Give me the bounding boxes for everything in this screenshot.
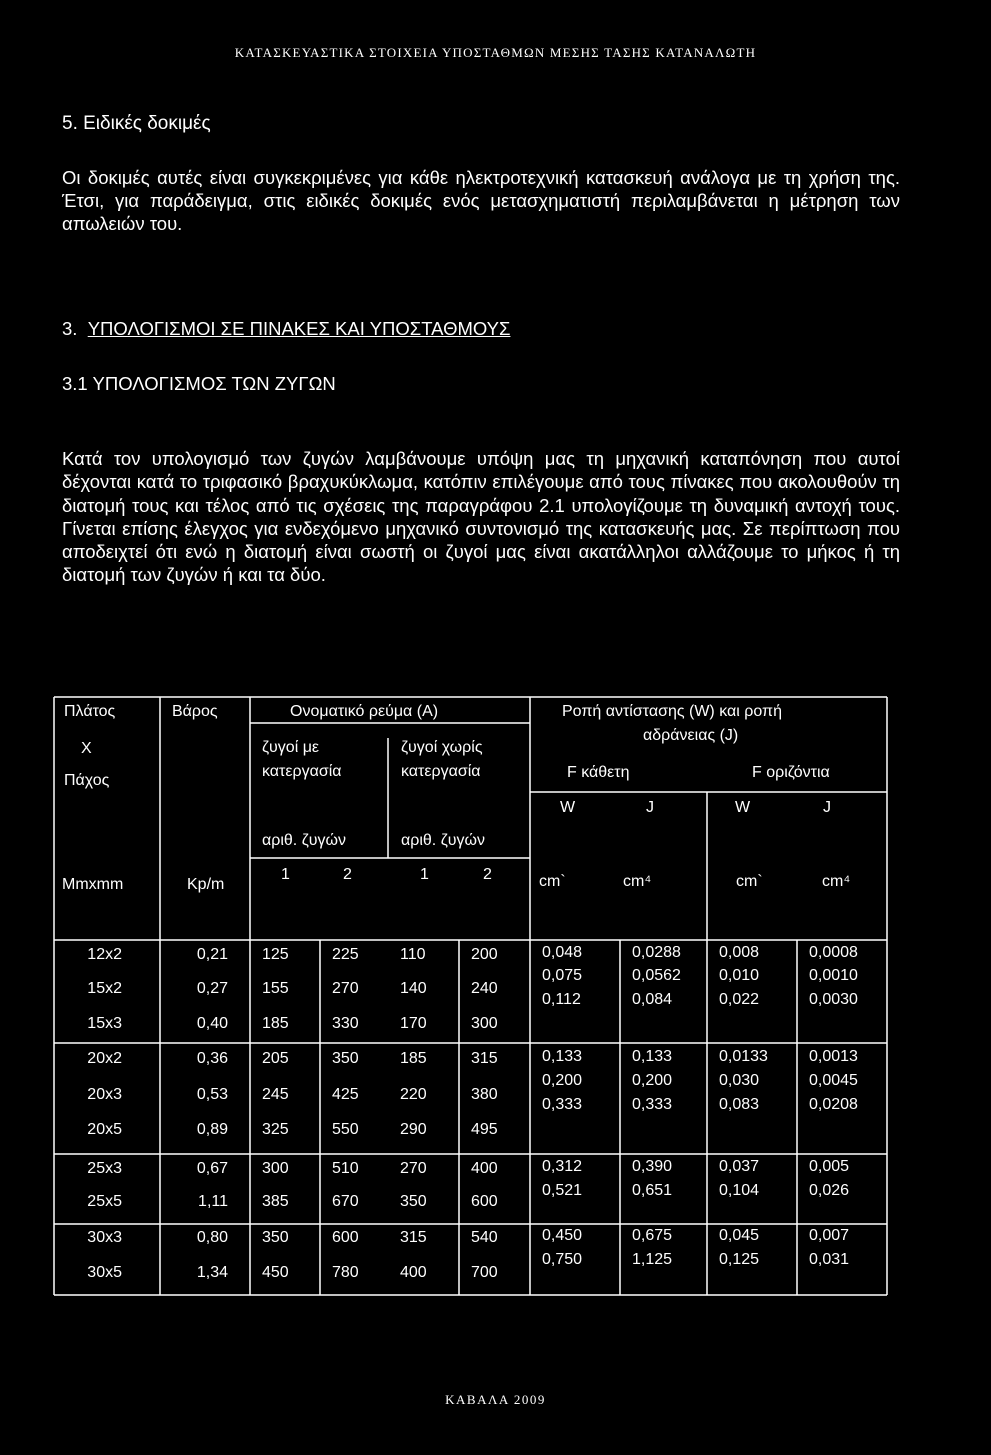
cell-current: 400 [400,1264,427,1281]
cell-current: 240 [471,980,498,997]
header-num-2: αριθ. ζυγών [401,832,485,849]
header-platos: Πλάτος [64,703,116,720]
cell-current: 450 [262,1264,289,1281]
section-3-title: ΥΠΟΛΟΓΙΣΜΟΙ ΣΕ ΠΙΝΑΚΕΣ ΚΑΙ ΥΠΟΣΤΑΘΜΟΥΣ [87,318,511,339]
cell-moment: 0,030 [719,1072,760,1089]
header-w1: W [560,799,576,816]
cell-size: 20x2 [87,1050,122,1067]
cell-current: 170 [400,1015,427,1032]
cell-moment: 0,026 [809,1182,850,1199]
cell-moment: 0,125 [719,1251,760,1268]
cell-moment: 0,521 [542,1182,583,1199]
header-n1: 1 [281,866,290,883]
cell-current: 600 [471,1193,498,1210]
cell-weight: 0,89 [196,1121,228,1138]
header-unit-4: cm⁴ [822,873,851,890]
cell-moment: 0,005 [809,1158,850,1175]
cell-current: 325 [262,1121,289,1138]
cell-current: 140 [400,980,427,997]
cell-current: 110 [400,946,426,963]
header-x: Χ [81,740,92,757]
header-unit-2: cm⁴ [623,873,652,890]
header-varos: Βάρος [172,703,218,720]
section-3-number: 3. [62,318,78,339]
cell-size: 20x5 [87,1121,122,1138]
header-unit-3: cm` [736,873,763,890]
cell-size: 25x5 [87,1193,122,1210]
header-kpm: Kp/m [187,876,225,893]
header-without-1: ζυγοί χωρίς [401,739,483,756]
cell-moment: 0,0045 [809,1072,858,1089]
cell-current: 350 [400,1193,427,1210]
cell-weight: 0,67 [196,1160,228,1177]
cell-moment: 0,200 [542,1072,583,1089]
cell-current: 350 [262,1229,289,1246]
cell-current: 385 [262,1193,289,1210]
cell-moment: 0,133 [542,1048,583,1065]
cell-current: 495 [471,1121,498,1138]
cell-moment: 0,675 [632,1227,673,1244]
cell-current: 185 [262,1015,289,1032]
header-moment-2: αδράνειας (J) [643,727,739,744]
cell-moment: 0,750 [542,1251,583,1268]
cell-size: 15x3 [87,1015,122,1032]
cell-moment: 0,333 [542,1096,583,1113]
cell-weight: 1,11 [198,1193,228,1210]
section-5-text: Οι δοκιμές αυτές είναι συγκεκριμένες για κάθε ηλεκτροτεχνική κατασκευή ανάλογα με τη χρήση της. Έτσι, για παράδειγμα, στις ειδικές δοκιμές ενός μετασχηματιστή περιλαμβάνεται η μέτρηση των απωλειών του. [62,167,900,234]
header-n2: 2 [343,866,352,883]
cell-current: 270 [332,980,359,997]
cell-moment: 0,450 [542,1227,583,1244]
cell-current: 185 [400,1050,427,1067]
section-3-1-title: 3.1 ΥΠΟΛΟΓΙΣΜΟΣ ΤΩΝ ΖΥΓΩΝ [62,373,336,394]
cell-moment: 0,048 [542,944,583,961]
cell-current: 300 [262,1160,289,1177]
header-without-2: κατεργασία [401,763,481,780]
cell-weight: 1,34 [196,1264,228,1281]
cell-current: 540 [471,1229,498,1246]
cell-moment: 0,333 [632,1096,673,1113]
page-footer: ΚΑΒΑΛΑ 2009 [445,1392,546,1407]
cell-current: 200 [471,946,498,963]
header-j2: J [823,799,831,816]
page-header: ΚΑΤΑΣΚΕΥΑΣΤΙΚΑ ΣΤΟΙΧΕΙΑ ΥΠΟΣΤΑΘΜΩΝ ΜΕΣΗΣ ΤΑΣΗΣ ΚΑΤΑΝΑΛΩΤΗ [234,45,757,60]
cell-current: 400 [471,1160,498,1177]
cell-moment: 0,045 [719,1227,760,1244]
cell-weight: 0,40 [196,1015,228,1032]
cell-moment: 0,084 [632,991,673,1008]
cell-moment: 0,0008 [809,944,858,961]
header-j1: J [646,799,654,816]
section-3-1-text: Κατά τον υπολογισμό των ζυγών λαμβάνουμε υπόψη μας τη μηχανική καταπόνηση που αυτοί δέχονται κατά το τριφασικό βραχυκύκλωμα, κατόπιν επιλέγουμε από τους πίνακες που ακολουθούν τη διατομή τους και τέλος από τις σχέσεις της παραγράφου 2.1 υπολογίζουμε τη δυναμική αντοχή τους. Γίνεται επίσης έλεγχος για ενδεχόμενο μηχανικό συντονισμό της κατασκευής μας. Σε περίπτωση που αποδειχτεί ότι ενώ η διατομή είναι σωστή οι ζυγοί μας είναι ακατάλληλοι αλλάζουμε το μήκος ή τη διατομή των ζυγών ή και τα δύο. [62,448,900,586]
cell-moment: 0,0562 [632,967,681,984]
header-n3: 1 [420,866,429,883]
cell-moment: 0,390 [632,1158,673,1175]
cell-size: 30x3 [87,1229,122,1246]
header-f-horizontal: F οριζόντια [752,764,830,781]
header-with-1: ζυγοί με [262,739,320,756]
cell-current: 700 [471,1264,498,1281]
cell-current: 220 [400,1086,427,1103]
cell-moment: 0,0288 [632,944,681,961]
cell-moment: 0,083 [719,1096,760,1113]
cell-moment: 0,104 [719,1182,760,1199]
cell-moment: 0,0010 [809,967,858,984]
header-f-vertical: F κάθετη [567,764,630,781]
header-w2: W [735,799,751,816]
cell-current: 205 [262,1050,289,1067]
header-mmxmm: Mmxmm [62,876,124,893]
header-with-2: κατεργασία [262,763,342,780]
cell-current: 155 [262,980,289,997]
cell-moment: 0,007 [809,1227,850,1244]
cell-moment: 0,008 [719,944,760,961]
cell-current: 225 [332,946,359,963]
cell-current: 125 [262,946,289,963]
cell-current: 300 [471,1015,498,1032]
cell-moment: 0,0208 [809,1096,858,1113]
cell-size: 20x3 [87,1086,122,1103]
cell-moment: 0,075 [542,967,583,984]
cell-weight: 0,21 [196,946,228,963]
cell-moment: 0,133 [632,1048,673,1065]
cell-moment: 0,0013 [809,1048,858,1065]
cell-current: 510 [332,1160,359,1177]
cell-moment: 0,031 [809,1251,850,1268]
cell-current: 425 [332,1086,359,1103]
cell-current: 600 [332,1229,359,1246]
cell-size: 15x2 [87,980,122,997]
cell-current: 245 [262,1086,289,1103]
section-5-title: 5. Ειδικές δοκιμές [62,113,211,134]
cell-weight: 0,27 [196,980,228,997]
cell-current: 550 [332,1121,359,1138]
cell-moment: 0,0030 [809,991,858,1008]
header-moment-1: Ροπή αντίστασης (W) και ροπή [562,703,782,720]
cell-current: 380 [471,1086,498,1103]
cell-moment: 0,200 [632,1072,673,1089]
cell-moment: 0,037 [719,1158,760,1175]
cell-moment: 0,0133 [719,1048,768,1065]
cell-weight: 0,53 [196,1086,228,1103]
header-n4: 2 [483,866,492,883]
cell-current: 270 [400,1160,427,1177]
header-num-1: αριθ. ζυγών [262,832,346,849]
cell-moment: 0,651 [632,1182,673,1199]
cell-current: 315 [471,1050,498,1067]
cell-moment: 0,112 [542,991,581,1008]
cell-current: 315 [400,1229,427,1246]
cell-moment: 0,312 [542,1158,583,1175]
cell-moment: 0,022 [719,991,760,1008]
header-unit-1: cm` [539,873,566,890]
cell-moment: 0,010 [719,967,760,984]
cell-current: 290 [400,1121,427,1138]
cell-current: 670 [332,1193,359,1210]
cell-weight: 0,36 [196,1050,228,1067]
cell-current: 780 [332,1264,359,1281]
cell-current: 350 [332,1050,359,1067]
cell-size: 25x3 [87,1160,122,1177]
cell-current: 330 [332,1015,359,1032]
header-current: Ονοματικό ρεύμα (Α) [290,703,439,720]
header-paxos: Πάχος [64,772,110,789]
cell-size: 12x2 [87,946,122,963]
cell-weight: 0,80 [196,1229,228,1246]
cell-moment: 1,125 [632,1251,673,1268]
cell-size: 30x5 [87,1264,122,1281]
